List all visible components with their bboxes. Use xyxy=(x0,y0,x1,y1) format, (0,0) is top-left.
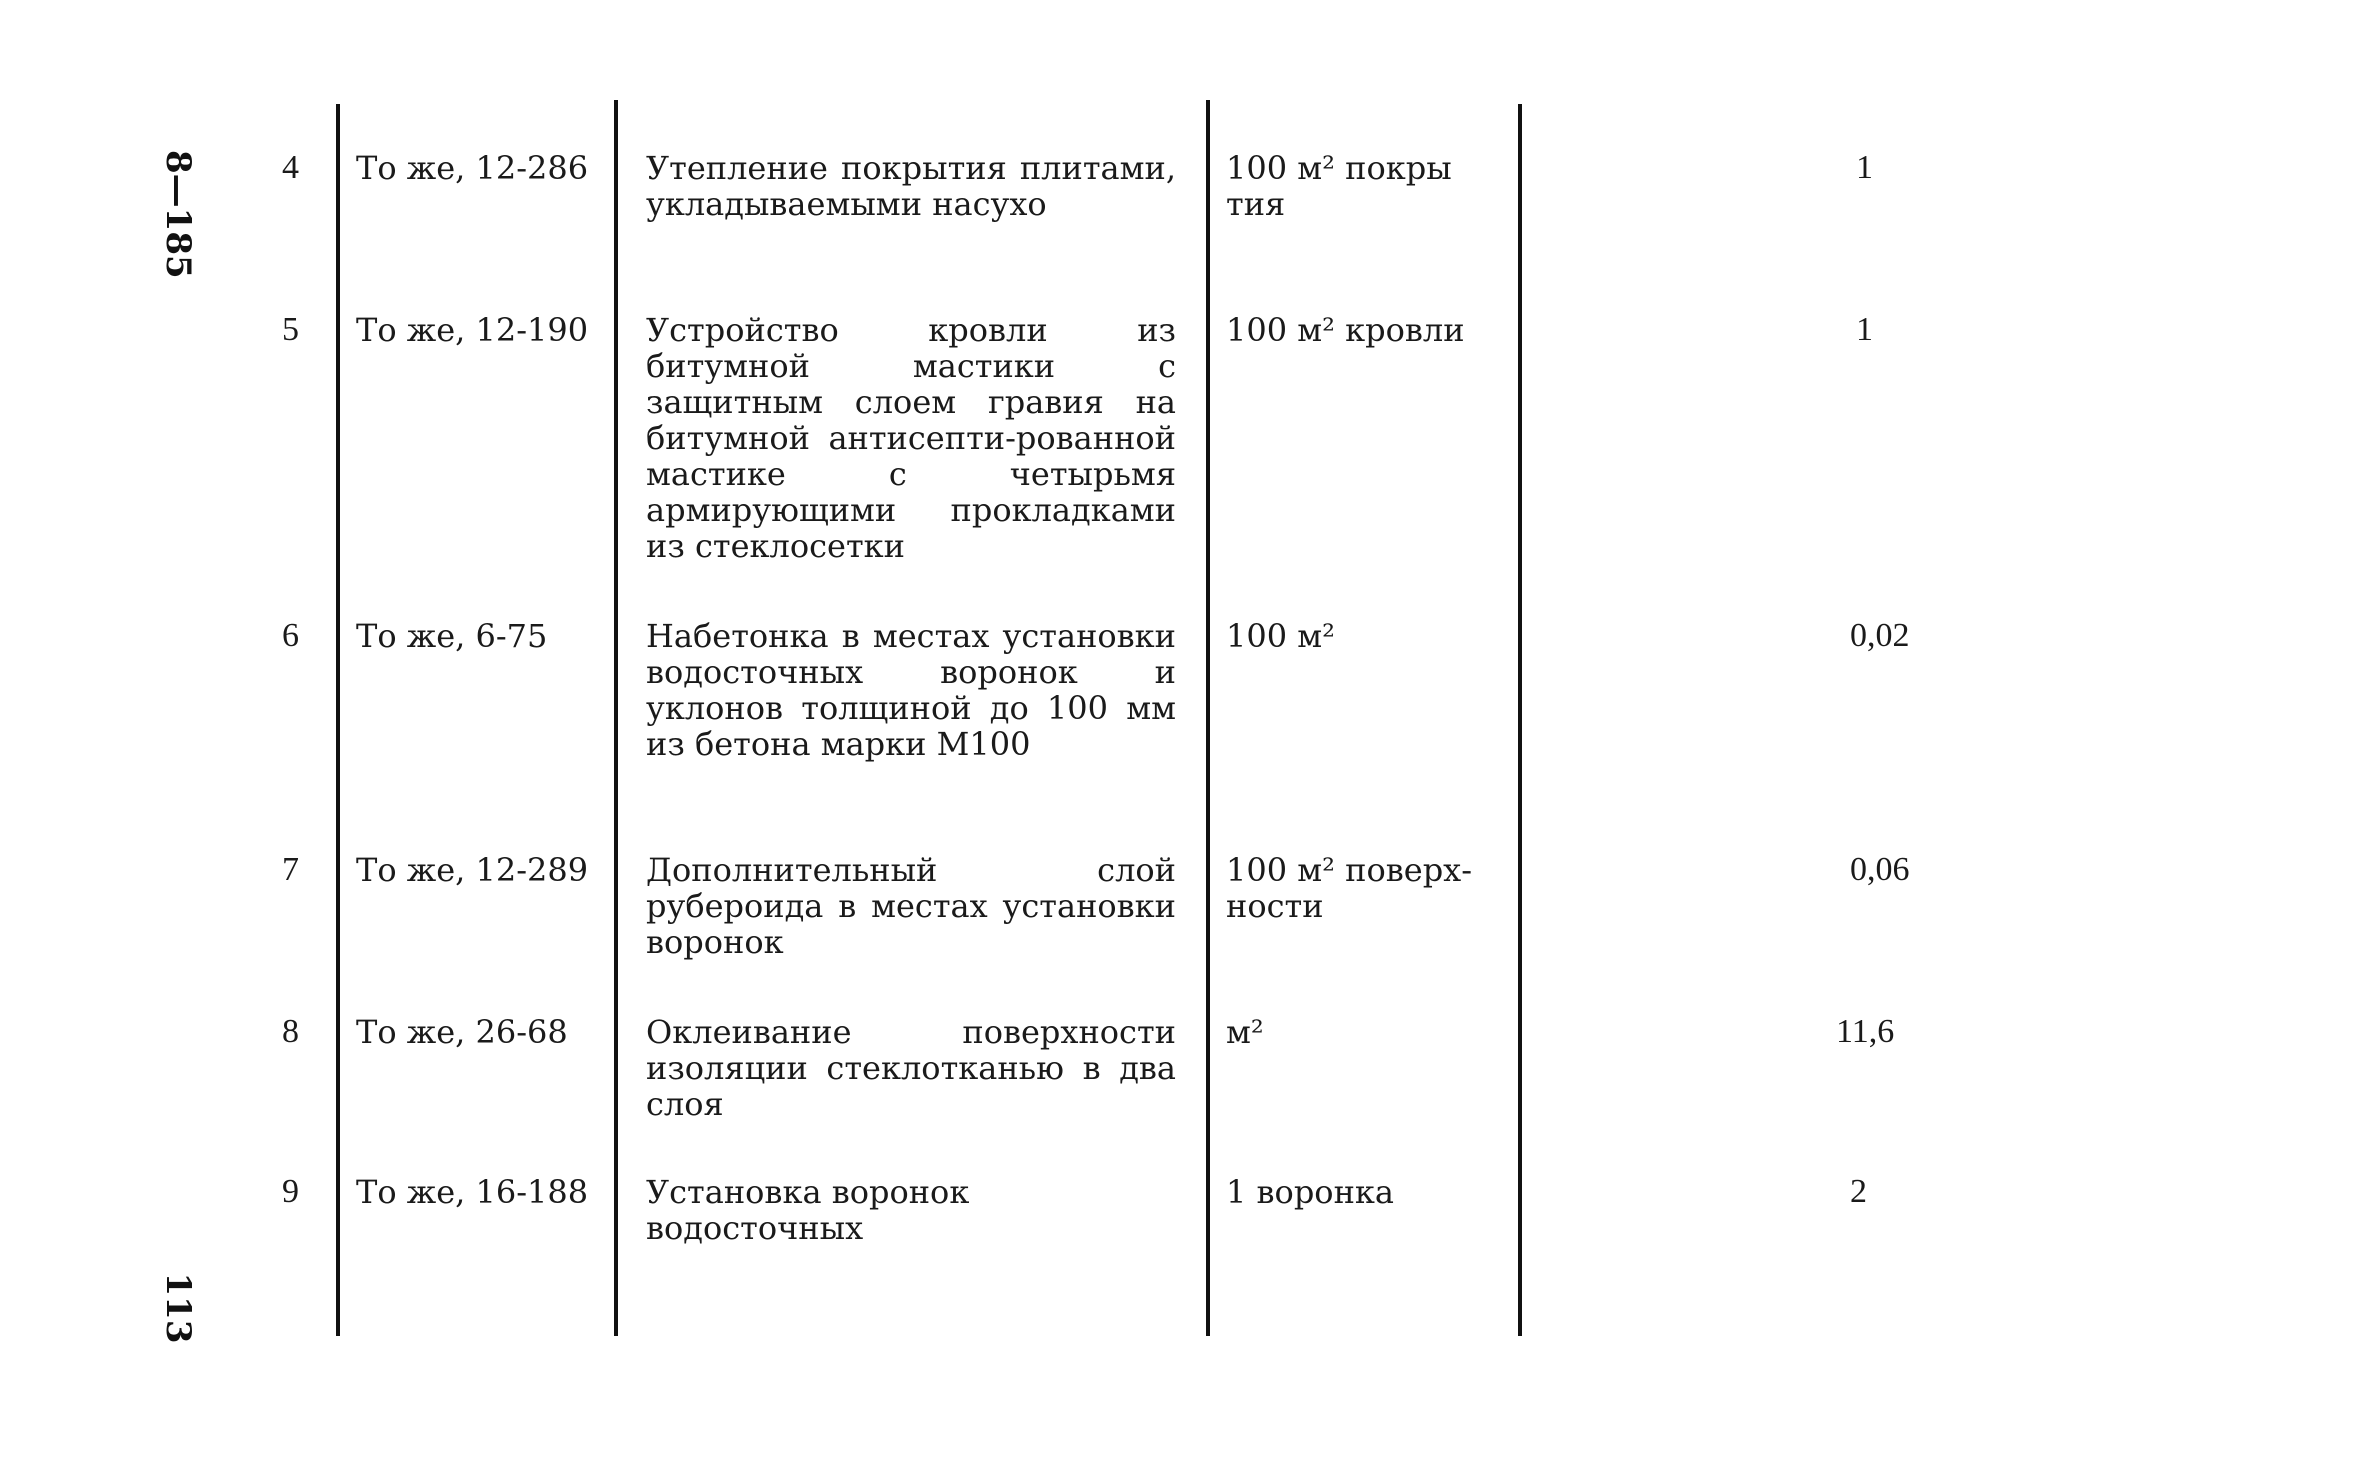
row-number: 7 xyxy=(282,851,299,888)
row-unit: 1 воронка xyxy=(1226,1173,1394,1211)
row-reference: То же, 12-289 xyxy=(356,851,589,889)
row-unit: 100 м² поверх-ности xyxy=(1226,851,1473,925)
row-description: Оклеивание поверхности изоляции стеклотканью в два слоя xyxy=(646,1013,1176,1123)
row-quantity: 1 xyxy=(1856,149,1873,186)
row-description: Утепление покрытия плитами, укладываемыми насухо xyxy=(646,149,1176,223)
row-description: Набетонка в местах установки водосточных воронок и уклонов толщиной до 100 мм из бетона марки М100 xyxy=(646,617,1176,763)
margin-page-code: 8—185 xyxy=(158,150,198,279)
row-quantity: 2 xyxy=(1850,1173,1867,1210)
row-reference: То же, 12-190 xyxy=(356,311,589,349)
margin-page-number: 113 xyxy=(158,1272,198,1344)
table-rule-2 xyxy=(614,100,618,1336)
row-unit: м² xyxy=(1226,1013,1264,1051)
row-unit: 100 м² кровли xyxy=(1226,311,1465,349)
row-quantity: 1 xyxy=(1856,311,1873,348)
row-description: Дополнительный слой рубероида в местах установки воронок xyxy=(646,851,1176,961)
row-reference: То же, 6-75 xyxy=(356,617,548,655)
row-reference: То же, 16-188 xyxy=(356,1173,589,1211)
row-description: Устройство кровли из битумной мастики с защитным слоем гравия на битумной антисепти-рованной мастике с четырьмя армирующими прокладками из стеклосетки xyxy=(646,311,1176,565)
row-reference: То же, 12-286 xyxy=(356,149,589,187)
row-number: 6 xyxy=(282,617,299,654)
row-number: 9 xyxy=(282,1173,299,1210)
table-rule-4 xyxy=(1518,104,1522,1336)
row-number: 4 xyxy=(282,149,299,186)
row-unit: 100 м² xyxy=(1226,617,1335,655)
row-quantity: 0,02 xyxy=(1850,617,1910,654)
row-quantity: 0,06 xyxy=(1850,851,1910,888)
row-quantity: 11,6 xyxy=(1836,1013,1895,1050)
table-rule-1 xyxy=(336,104,340,1336)
table-rule-3 xyxy=(1206,100,1210,1336)
row-description: Установка воронок водосточных xyxy=(646,1173,970,1247)
row-number: 5 xyxy=(282,311,299,348)
row-unit: 100 м² покры тия xyxy=(1226,149,1452,223)
row-number: 8 xyxy=(282,1013,299,1050)
row-reference: То же, 26-68 xyxy=(356,1013,568,1051)
